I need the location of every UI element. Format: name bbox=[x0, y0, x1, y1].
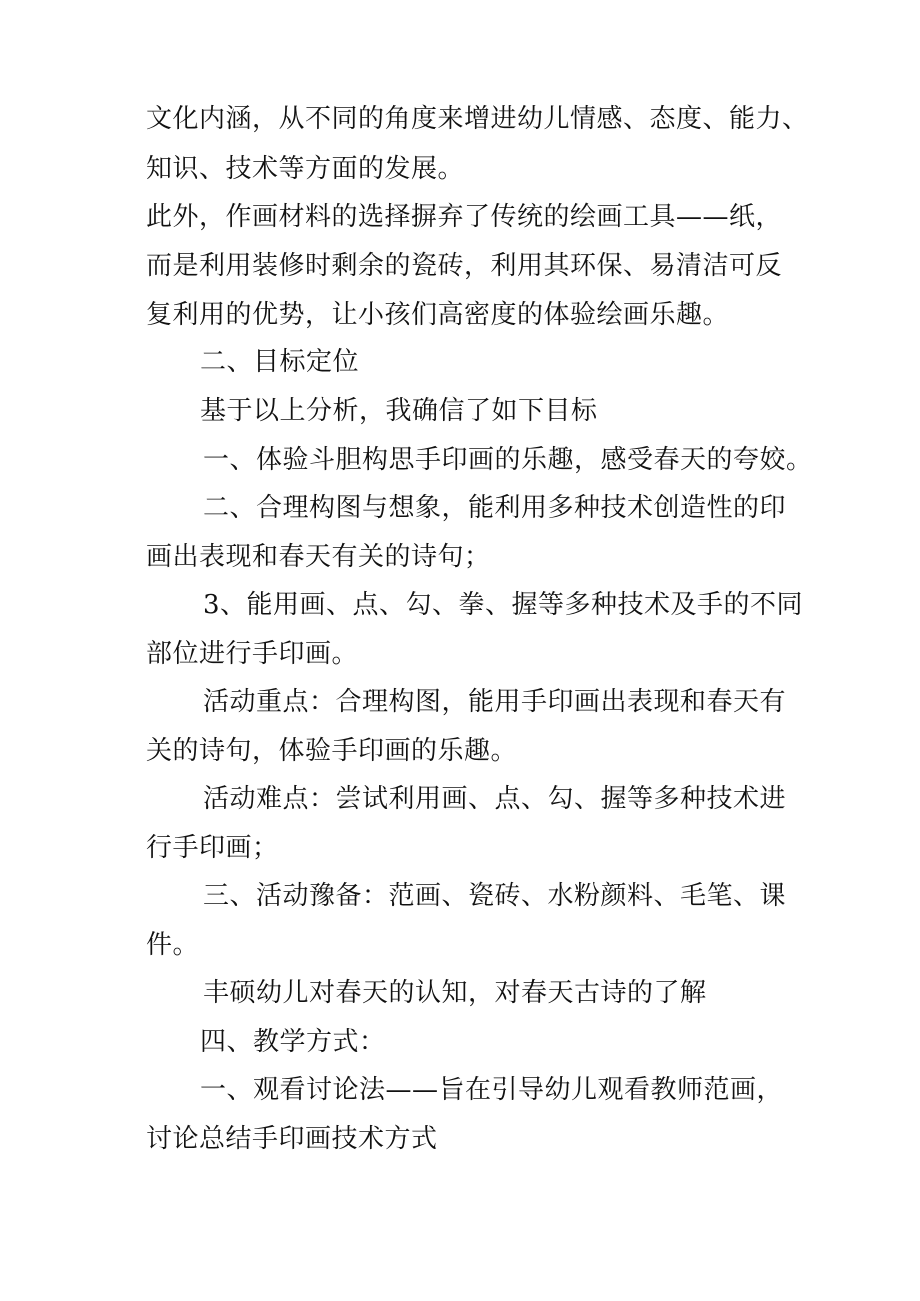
activity-difficulty-cont: 行手印画； bbox=[146, 833, 279, 863]
goal-item-1: 一、体验斗胆构思手印画的乐趣，感受春天的夸姣。 bbox=[203, 445, 813, 475]
text-line-7: 基于以上分析，我确信了如下目标 bbox=[200, 396, 598, 426]
text-line-1: 文化内涵，从不同的角度来增进幼儿情感、态度、能力、 bbox=[146, 104, 809, 134]
goal-item-3: 3、能用画、点、勾、拳、握等多种技术及手的不同 bbox=[203, 590, 804, 620]
method-item-1: 一、观看讨论法——旨在引导幼儿观看教师范画， bbox=[200, 1075, 784, 1105]
section-heading-methods: 四、教学方式： bbox=[200, 1027, 386, 1057]
goal-item-2: 二、合理构图与想象，能利用多种技术创造性的印 bbox=[203, 493, 787, 523]
activity-preparation-cont: 件。 bbox=[146, 930, 200, 960]
method-item-1-cont: 讨论总结手印画技术方式 bbox=[146, 1124, 438, 1154]
activity-preparation: 三、活动豫备：范画、瓷砖、水粉颜料、毛笔、课 bbox=[203, 881, 787, 911]
activity-focus-cont: 关的诗句，体验手印画的乐趣。 bbox=[146, 736, 518, 766]
section-heading-goals: 二、目标定位 bbox=[200, 347, 360, 377]
activity-difficulty: 活动难点：尝试利用画、点、勾、握等多种技术进 bbox=[203, 784, 787, 814]
goal-item-3-cont: 部位进行手印画。 bbox=[146, 639, 359, 669]
goal-item-2-cont: 画出表现和春天有关的诗句； bbox=[146, 542, 491, 572]
text-line-5: 复利用的优势，让小孩们高密度的体验绘画乐趣。 bbox=[146, 300, 730, 330]
text-line-19: 丰硕幼儿对春天的认知，对春天古诗的了解 bbox=[203, 978, 707, 1008]
text-line-3: 此外，作画材料的选择摒弃了传统的绘画工具——纸， bbox=[146, 202, 783, 232]
text-line-4: 而是利用装修时剩余的瓷砖，利用其环保、易清洁可反 bbox=[146, 251, 783, 281]
text-line-2: 知识、技术等方面的发展。 bbox=[146, 154, 465, 184]
activity-focus: 活动重点：合理构图，能用手印画出表现和春天有 bbox=[203, 687, 787, 717]
